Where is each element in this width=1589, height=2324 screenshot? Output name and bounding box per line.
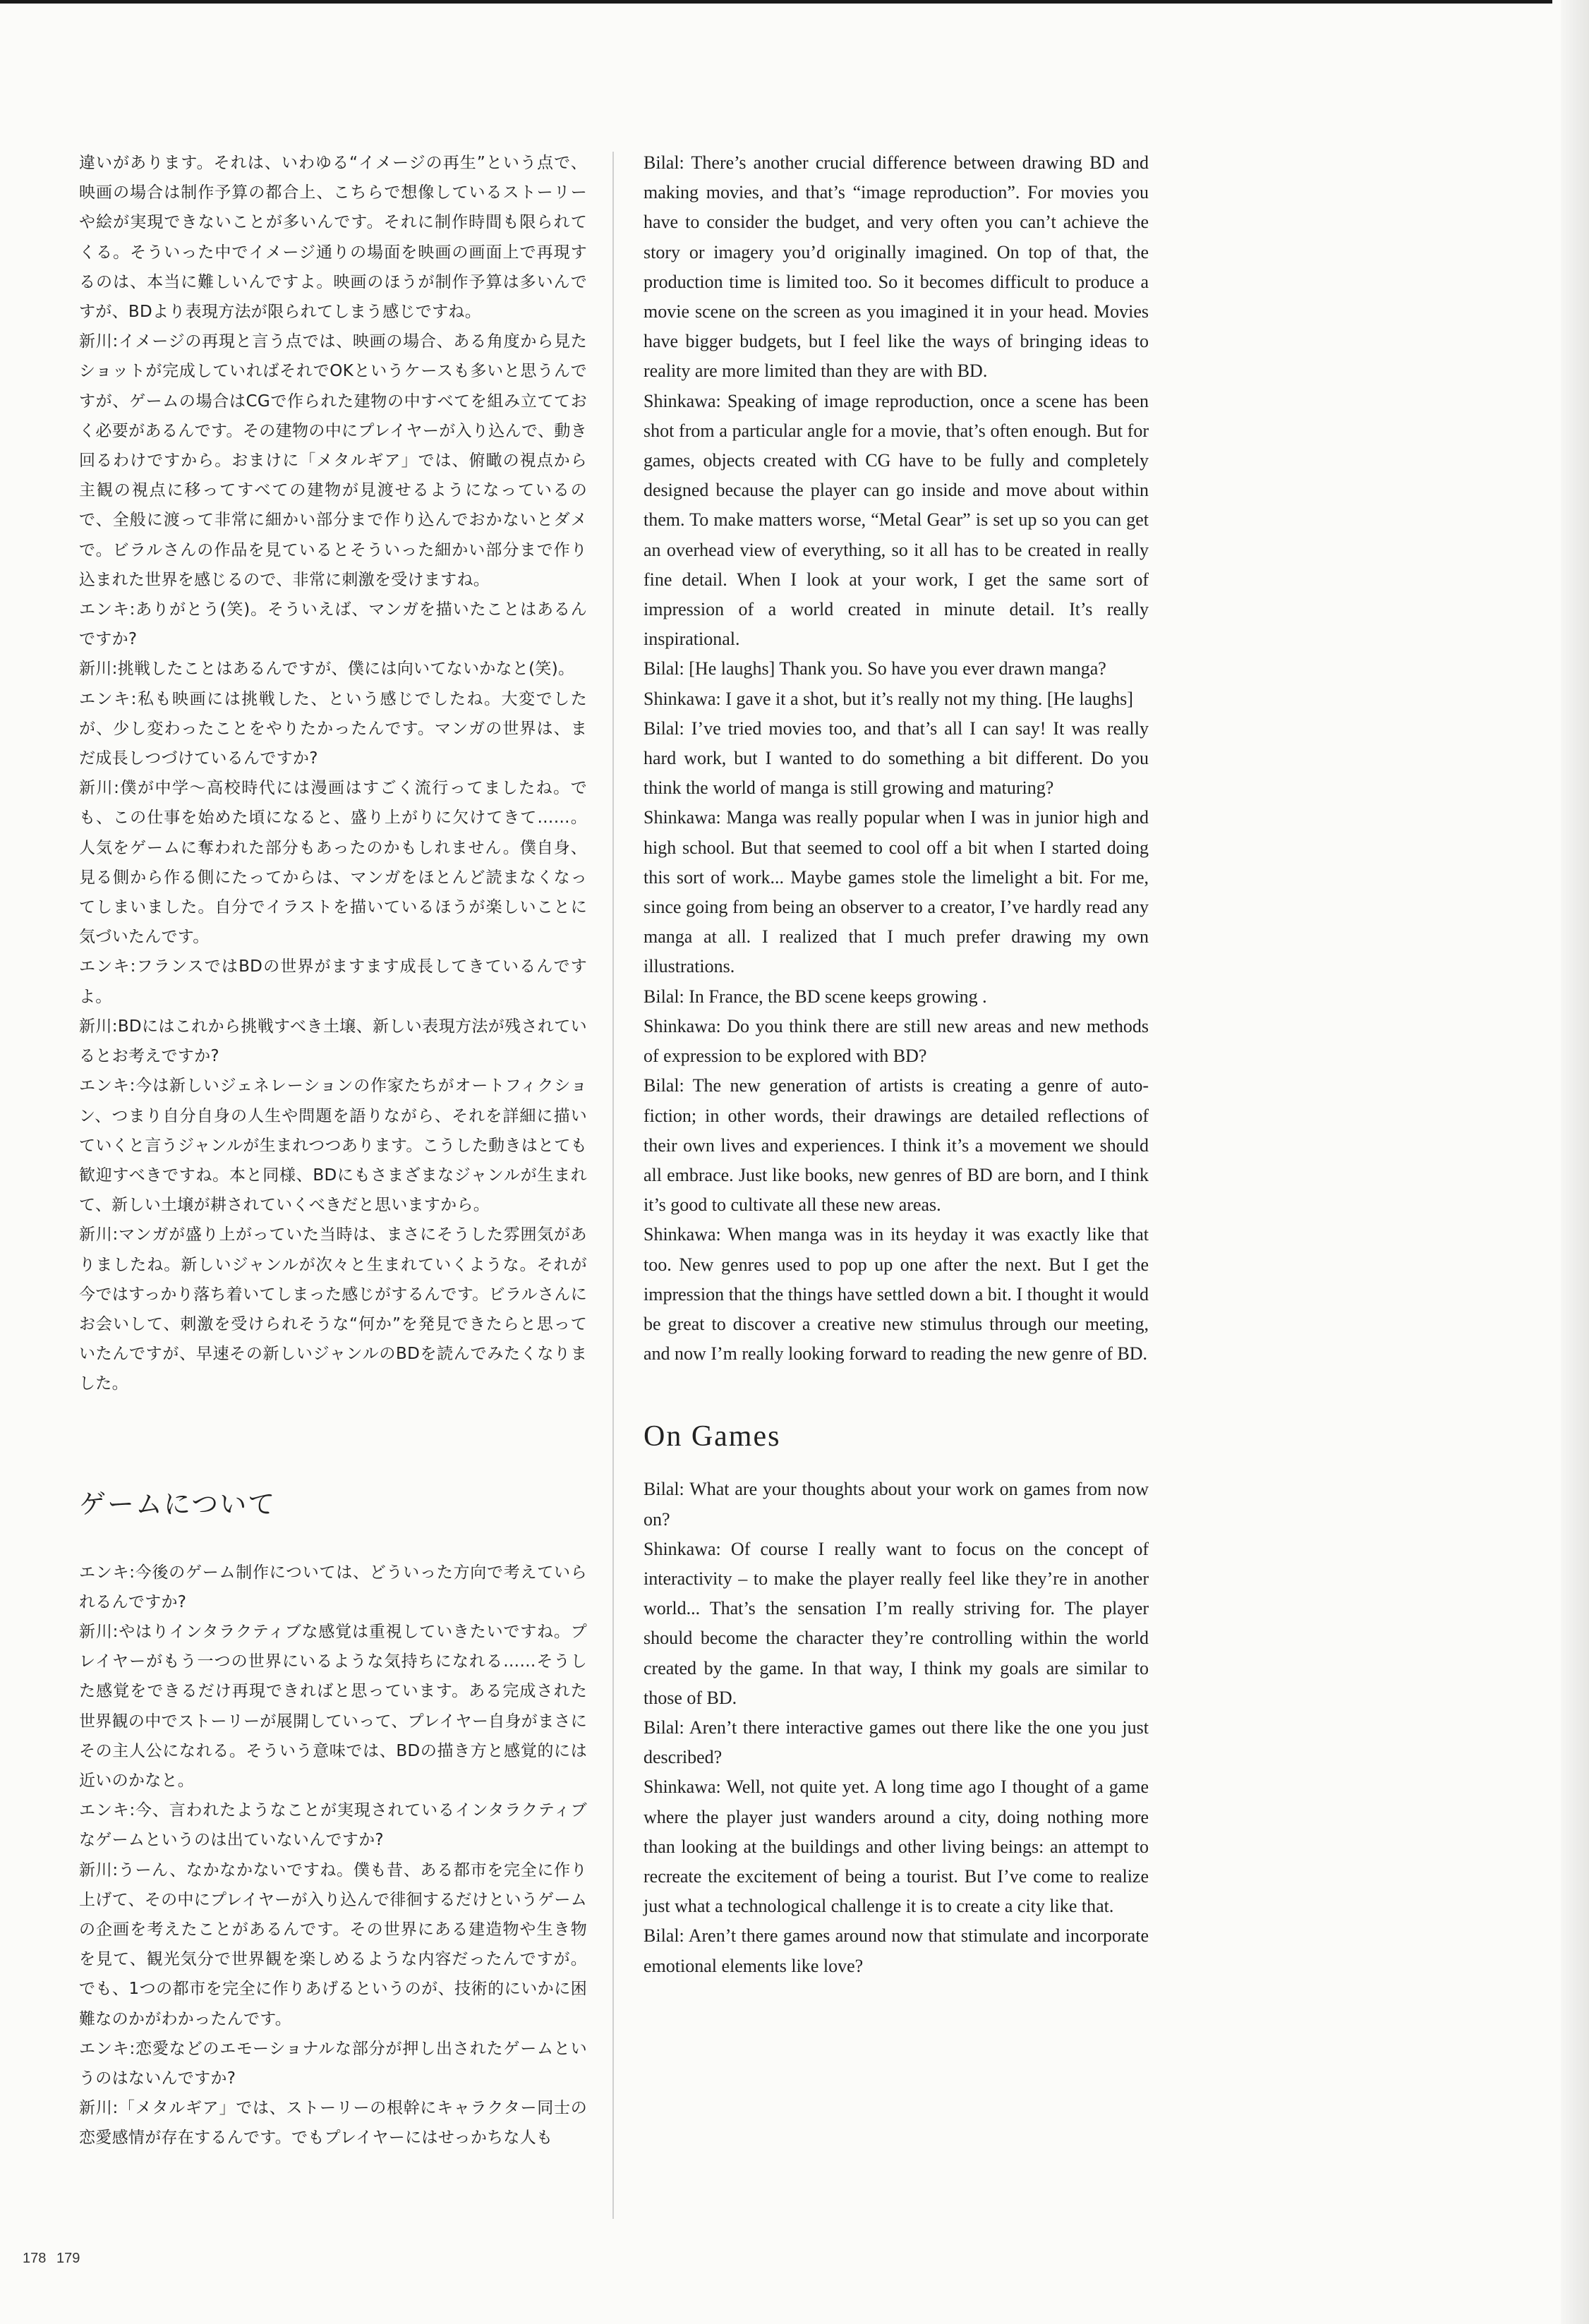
jp-paragraph: エンキ:今は新しいジェネレーションの作家たちがオートフィクション、つまり自分自身の人生や問題を語りながら、それを詳細に描いていくと言うジャンルが生まれつつあります。こうした動きはとても歓迎すべきですね。本と同様、BDにもさまざまなジャンルが生まれて、新しい土壌が耕されていくべきだと思いますから。 (79, 1077, 587, 1215)
jp-paragraph: 新川:僕が中学〜高校時代には漫画はすごく流行ってましたね。でも、この仕事を始めた頃になると、盛り上がりに欠けてきて……。人気をゲームに奪われた部分もあったのかもしれません。僕自身、見る側から作る側にたってからは、マンガをほとんど読まなくなってしまいました。自分でイラストを描いているほうが楽しいことに気づいたんです。 (79, 779, 587, 947)
jp-paragraph: エンキ:今、言われたようなことが実現されているインタラクティブなゲームというのは出ていないんですか? (79, 1801, 587, 1850)
en-paragraph: Bilal: I’ve tried movies too, and that’s all I can say! It was really hard work, but I wanted to do something a bit different. Do you think the world of manga is still growing and maturing? (644, 718, 1149, 799)
en-paragraph: Bilal: Aren’t there interactive games out there like the one you just described? (644, 1717, 1149, 1768)
en-paragraph: Shinkawa: Speaking of image reproduction, once a scene has been shot from a particular angle for a movie, that’s often enough. But for games, objects created with CG have to be fully and completely designed because the player can go inside and move about within them. To make matters worse, “Metal Gear” is set up so you can get an overhead view of everything, so it all has to be created in really fine detail. When I look at your work, I get the same sort of impression of a world created in minute detail. It’s really inspirational. (644, 390, 1149, 650)
english-column (644, 148, 1149, 1981)
jp-paragraph: 新川:BDにはこれから挑戦すべき土壌、新しい表現方法が残されているとお考えですか? (79, 1017, 587, 1066)
en-paragraph: Shinkawa: I gave it a shot, but it’s really not my thing. [He laughs] (644, 688, 1133, 709)
jp-paragraph: エンキ:フランスではBDの世界がますます成長してきているんですよ。 (79, 957, 587, 1006)
page-number-left: 178 (23, 2251, 47, 2266)
en-paragraph: Bilal: There’s another crucial difference between drawing BD and making movies, and that’s “image reproduction”. For movies you have to consider the budget, and very often you can’t achieve the story or imagery you’d originally imagined. On top of that, the production time is limited too. So it becomes difficult to produce a movie scene on the screen as you imagined it in your head. Movies have bigger budgets, but I feel like the ways of bringing ideas to reality are more limited than they are with BD. (644, 152, 1149, 382)
jp-paragraph: 新川:「メタルギア」では、ストーリーの根幹にキャラクター同士の恋愛感情が存在するんです。でもプレイヤーにはせっかちな人も (79, 2099, 587, 2148)
en-paragraph: Bilal: In France, the BD scene keeps growing . (644, 986, 987, 1007)
jp-paragraph: エンキ:私も映画には挑戦した、という感じでしたね。大変でしたが、少し変わったことをやりたかったんです。マンガの世界は、まだ成長しつづけているんですか? (79, 689, 587, 768)
jp-paragraph: 新川:イメージの再現と言う点では、映画の場合、ある角度から見たショットが完成していればそれでOKというケースも多いと思うんですが、ゲームの場合はCGで作られた建物の中すべてを組み立てておく必要があるんです。その建物の中にプレイヤーが入り込んで、動き回るわけですから。おまけに「メタルギア」では、俯瞰の視点から主観の視点に移ってすべての建物が見渡せるようになっているので、全般に渡って非常に細かい部分まで作り込んでおかないとダメで。ビラルさんの作品を見ているとそういった細かい部分まで作り込まれた世界を感じるので、非常に刺激を受けますね。 (79, 332, 587, 589)
en-paragraph: Bilal: Aren’t there games around now that stimulate and incorporate emotional elements like love? (644, 1925, 1149, 1976)
jp-paragraph: エンキ:恋愛などのエモーショナルな部分が押し出されたゲームというのはないんですか? (79, 2039, 587, 2088)
en-paragraph: Shinkawa: Well, not quite yet. A long time ago I thought of a game where the player just wanders around a city, doing nothing more than looking at the buildings and other living beings: an attempt to recreate the excitement of being a tourist. But I’ve come to realize just what a technological challenge it is to create a city like that. (644, 1777, 1149, 1917)
top-edge-rule (0, 0, 1552, 4)
jp-paragraph: 新川:うーん、なかなかないですね。僕も昔、ある都市を完全に作り上げて、その中にプレイヤーが入り込んで徘徊するだけというゲームの企画を考えたことがあるんです。その世界にある建造物や生き物を見て、観光気分で世界観を楽しめるような内容だったんですが。でも、1つの都市を完全に作りあげるというのが、技術的にいかに困難なのかがわかったんです。 (79, 1860, 587, 2028)
japanese-column (79, 148, 587, 2153)
jp-paragraph: エンキ:ありがとう(笑)。そういえば、マンガを描いたことはあるんですか? (79, 600, 587, 649)
column-divider (612, 152, 614, 2219)
en-paragraph: Bilal: [He laughs] Thank you. So have you ever drawn manga? (644, 658, 1106, 679)
en-paragraph: Bilal: The new generation of artists is creating a genre of auto-fiction; in other words, their drawings are detailed reflections of their own lives and experiences. I think it’s a movement we should all embrace. Just like books, new genres of BD are born, and I think it’s good to cultivate all these new areas. (644, 1075, 1149, 1216)
en-paragraph: Bilal: What are your thoughts about your work on games from now on? (644, 1479, 1149, 1530)
page-edge-shadow (1561, 0, 1589, 2324)
en-paragraph: Shinkawa: When manga was in its heyday it was exactly like that too. New genres used to pop up one after the next. But I get the impression that the things have settled down a bit. I thought it would be great to discover a creative new stimulus through our meeting, and now I’m really looking forward to reading the new genre of BD. (644, 1224, 1149, 1364)
jp-section-heading: ゲームについて (79, 1488, 277, 1520)
page-number-right: 179 (56, 2251, 80, 2266)
en-section-heading: On Games (644, 1420, 781, 1453)
en-paragraph: Shinkawa: Manga was really popular when I was in junior high and high school. But that seemed to cool off a bit when I started doing this sort of work... Maybe games stole the limelight a bit. For me, since going from being an observer to a creator, I’ve hardly read any manga at all. I realized that I much prefer drawing my own illustrations. (644, 807, 1149, 977)
jp-paragraph: 新川:やはりインタラクティブな感覚は重視していきたいですね。プレイヤーがもう一つの世界にいるような気持ちになれる……そうした感覚をできるだけ再現できればと思っています。ある完成された世界観の中でストーリーが展開していって、プレイヤー自身がまさにその主人公になれる。そういう意味では、BDの描き方と感覚的には近いのかなと。 (79, 1622, 587, 1790)
jp-paragraph: エンキ:今後のゲーム制作については、どういった方向で考えていられるんですか? (79, 1563, 587, 1611)
en-paragraph: Shinkawa: Do you think there are still new areas and new methods of expression to be explored with BD? (644, 1015, 1149, 1067)
jp-paragraph: 新川:挑戦したことはあるんですが、僕には向いてないかなと(笑)。 (79, 660, 575, 679)
en-paragraph: Shinkawa: Of course I really want to focus on the concept of interactivity – to make the player really feel like they’re in another world... That’s the sensation I’m really striving for. The player should become the character they’re controlling within the world created by the game. In that way, I think my goals are similar to those of BD. (644, 1538, 1149, 1708)
jp-paragraph: 違いがあります。それは、いわゆる“イメージの再生”という点で、映画の場合は制作予算の都合上、こちらで想像しているストーリーや絵が実現できないことが多いんです。それに制作時間も限られてくる。そういった中でイメージ通りの場面を映画の画面上で再現するのは、本当に難しいんですよ。映画のほうが制作予算は多いんですが、BDより表現方法が限られてしまう感じですね。 (79, 154, 587, 322)
jp-paragraph: 新川:マンガが盛り上がっていた当時は、まさにそうした雰囲気がありましたね。新しいジャンルが次々と生まれていくような。それが今ではすっかり落ち着いてしまった感じがするんです。ビラルさんにお会いして、刺激を受けられそうな“何か”を発見できたらと思っていたんですが、早速その新しいジャンルのBDを読んでみたくなりました。 (79, 1225, 587, 1393)
